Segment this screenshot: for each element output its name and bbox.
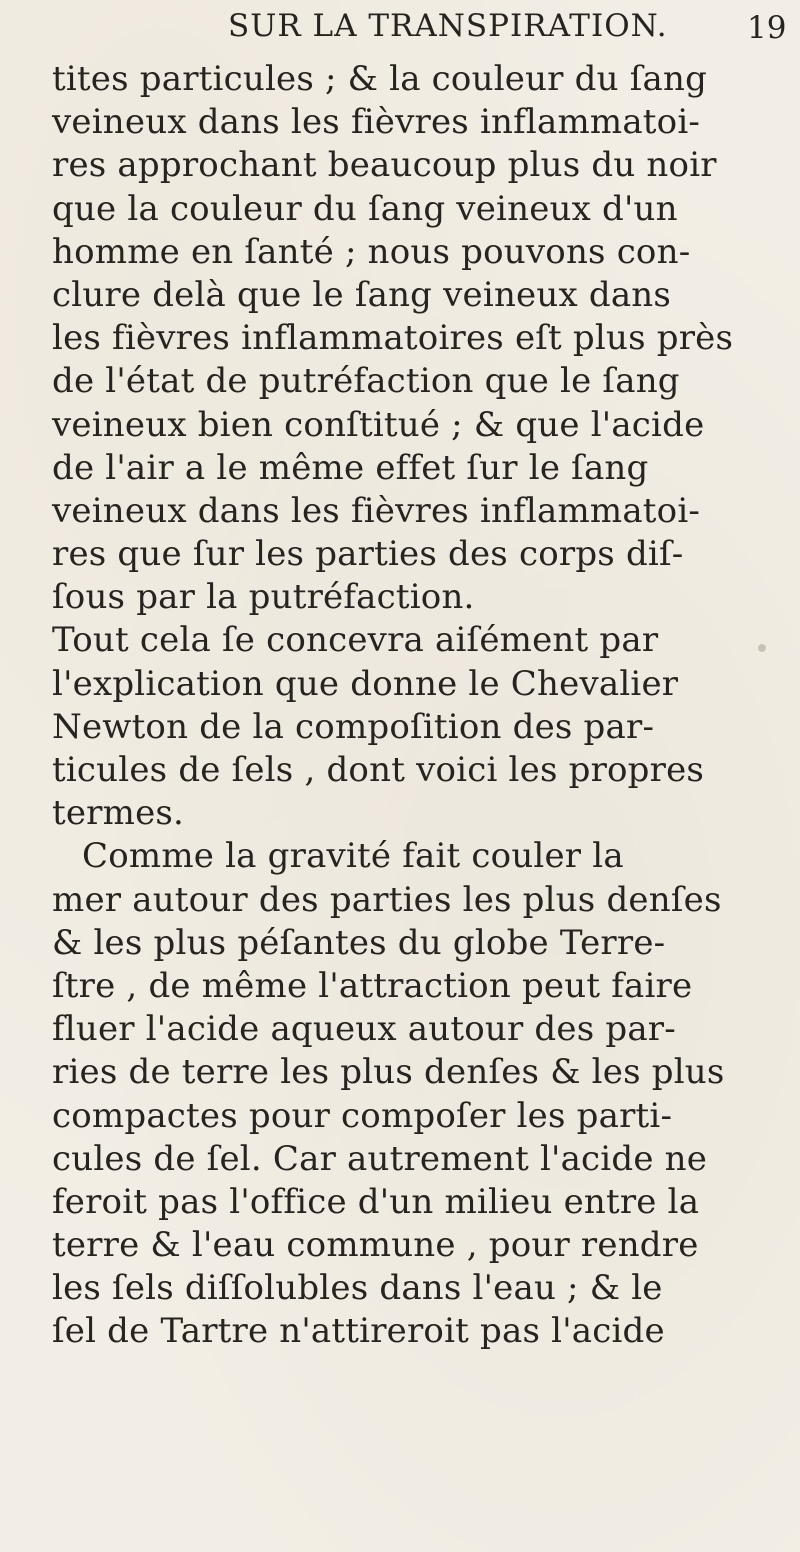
text-line: mer autour des parties les plus denſes — [52, 879, 722, 920]
text-line: que la couleur du ſang veineux d'un — [52, 188, 678, 229]
text-line: veineux dans les fièvres inflammatoi- — [52, 490, 701, 531]
text-line: cules de ſel. Car autrement l'acide ne — [52, 1138, 708, 1179]
text-line: res que ſur les parties des corps diſ- — [52, 534, 684, 575]
text-line: homme en ſanté ; nous pouvons con- — [52, 231, 691, 272]
text-line: les ſels diſſolubles dans l'eau ; & le — [52, 1268, 663, 1309]
text-line: tites particules ; & la couleur du ſang — [52, 59, 708, 99]
page-number: 19 — [747, 10, 787, 46]
text-line: terre & l'eau commune , pour rendre — [52, 1225, 699, 1266]
text-line: l'explication que donne le Chevalier — [52, 663, 679, 704]
text-line: & les plus péſantes du globe Terre- — [52, 922, 666, 963]
text-line: Tout cela ſe concevra aiſément par — [52, 620, 659, 661]
text-line: ries de terre les plus denſes & les plus — [52, 1052, 725, 1093]
text-line: ſous par la putréfaction. — [52, 577, 475, 618]
text-line: Comme la gravité fait couler la — [82, 836, 624, 877]
text-line: ſel de Tartre n'attireroit pas l'acide — [52, 1311, 665, 1352]
text-line: de l'air a le même effet ſur le ſang — [52, 447, 649, 488]
text-line: feroit pas l'office d'un milieu entre la — [52, 1181, 700, 1222]
text-line: Newton de la compoſition des par- — [52, 706, 655, 747]
ink-spot — [758, 644, 766, 652]
text-line: res approchant beaucoup plus du noir — [52, 145, 717, 186]
text-line: veineux bien conſtitué ; & que l'acide — [52, 404, 705, 445]
text-line: ſtre , de même l'attraction peut faire — [52, 965, 693, 1006]
text-line: termes. — [52, 793, 185, 834]
text-line: les fièvres inflammatoires eſt plus près — [52, 318, 734, 359]
body-text — [52, 58, 772, 1354]
text-line: ticules de ſels , dont voici les propres — [52, 750, 705, 790]
text-line: compactes pour compoſer les parti- — [52, 1095, 673, 1136]
text-line: veineux dans les fièvres inflammatoi- — [52, 102, 701, 143]
text-line: fluer l'acide aqueux autour des par- — [52, 1009, 676, 1050]
text-line: de l'état de putréfaction que le ſang — [52, 361, 680, 402]
running-head: SUR LA TRANSPIRATION. — [228, 8, 668, 44]
text-line: clure delà que le ſang veineux dans — [52, 274, 672, 315]
